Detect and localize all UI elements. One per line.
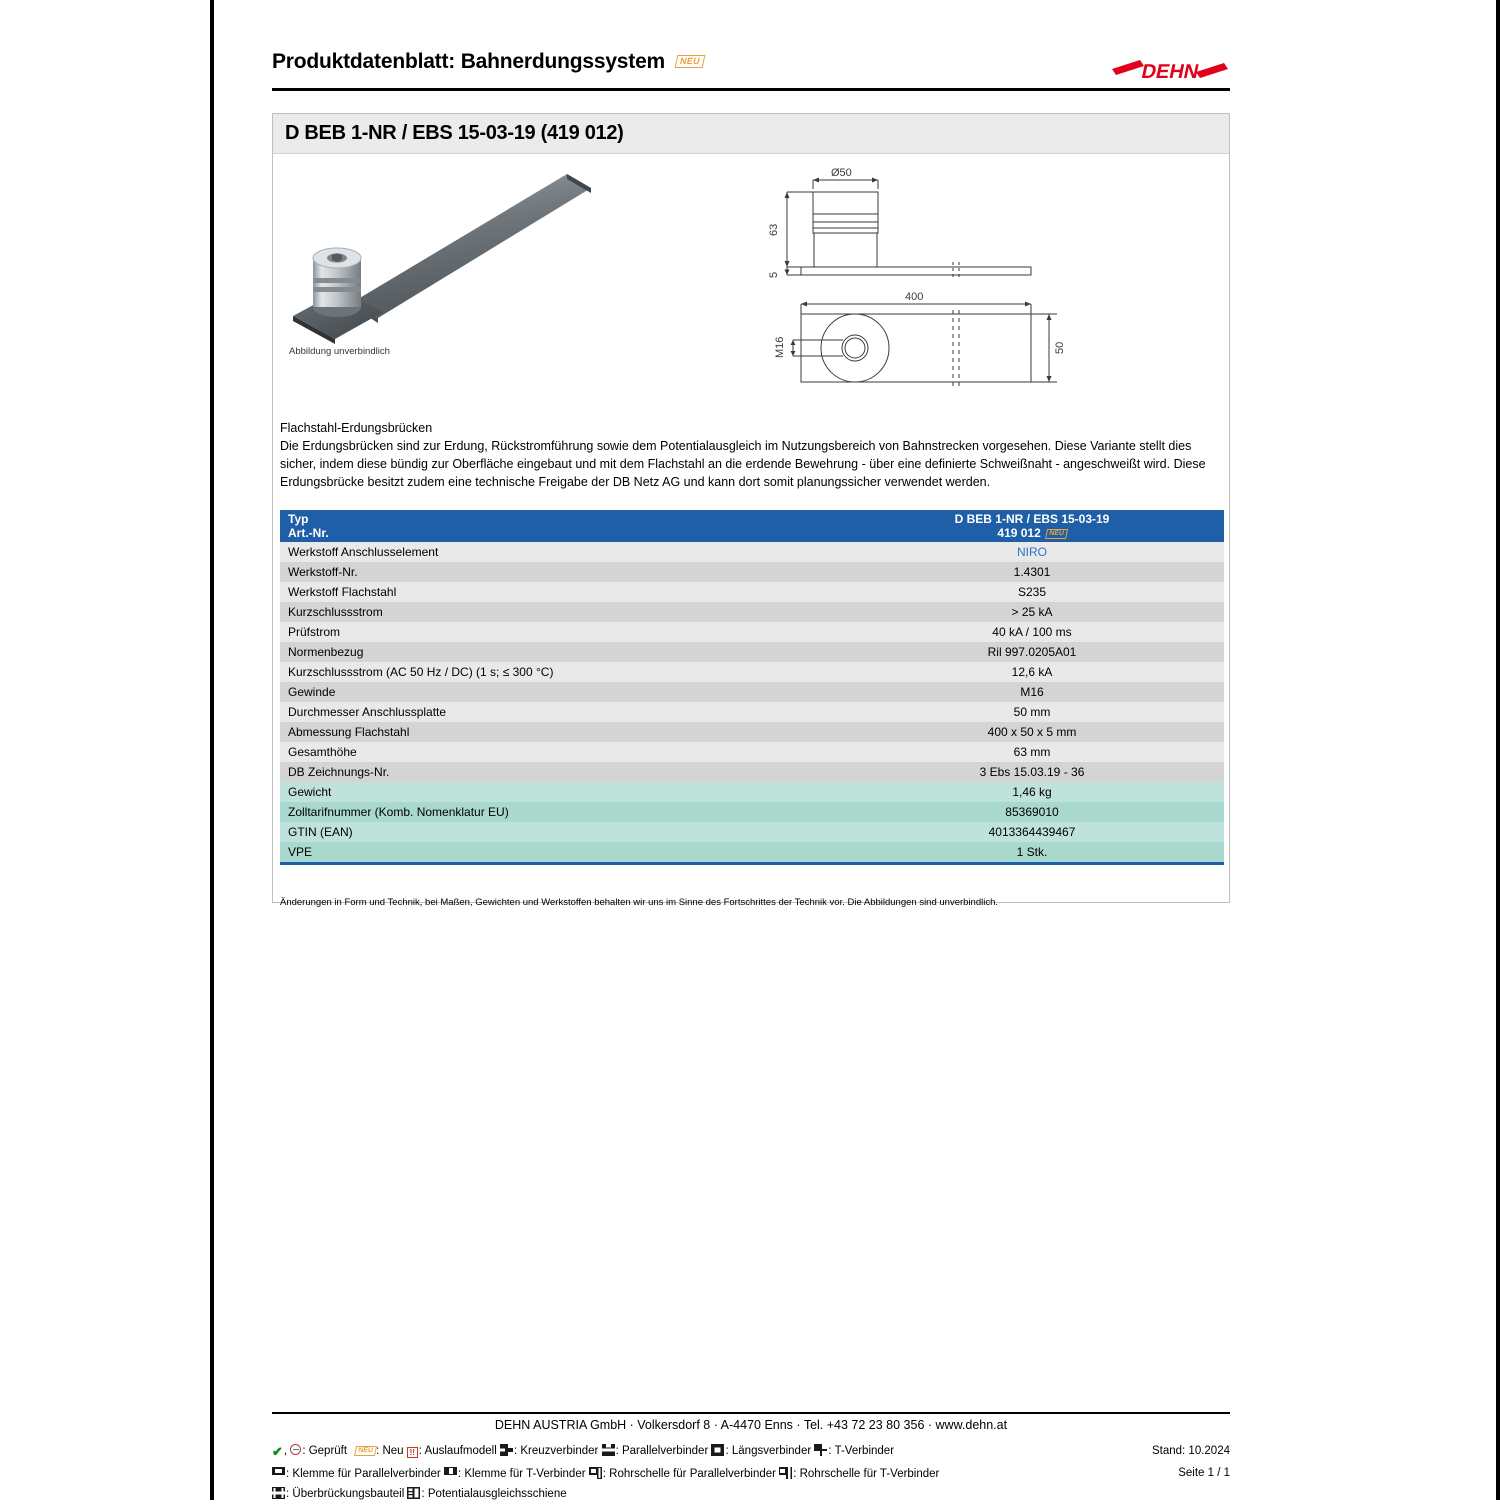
spec-key: Werkstoff-Nr.: [280, 562, 840, 582]
table-row: [280, 762, 1224, 782]
check-icon: ✔: [272, 1444, 283, 1459]
legend-t-verbinder: T-Verbinder: [834, 1445, 895, 1457]
legend-colon-3: :: [418, 1445, 422, 1457]
bridging-component-icon: [272, 1487, 285, 1499]
svg-text:DEHN: DEHN: [1139, 61, 1201, 83]
clamp-t-icon: [444, 1467, 457, 1479]
header-value-line2: 419 012: [997, 526, 1041, 540]
spec-value: 12,6 kA: [840, 662, 1224, 682]
pipe-clamp-t-icon: [779, 1467, 792, 1479]
neu-badge-icon: NEU: [675, 55, 706, 68]
legend-colon-2: :: [376, 1445, 380, 1457]
drawing-dim-diameter: Ø50: [831, 167, 852, 179]
legend-colon-12: :: [286, 1487, 290, 1500]
table-header-row: [280, 510, 1224, 542]
header-value-cell: [840, 510, 1224, 542]
header-value-line1: D BEB 1-NR / EBS 15-03-19: [954, 512, 1110, 526]
header-key-line2: Art.-Nr.: [288, 526, 329, 540]
table-row: [280, 662, 1224, 682]
legend-colon-5: :: [615, 1445, 619, 1457]
table-row: [280, 642, 1224, 662]
legend-rohrschelle-parallel: Rohrschelle für Parallelverbinder: [609, 1467, 776, 1480]
table-row: [280, 602, 1224, 622]
legend-colon-11: :: [793, 1467, 797, 1480]
spec-key: Kurzschlussstrom (AC 50 Hz / DC) (1 s; ≤ 300 °C): [280, 662, 840, 682]
table-row: [280, 802, 1224, 822]
spec-value: 1.4301: [840, 562, 1224, 582]
table-row: [280, 562, 1224, 582]
legend-colon-7: :: [828, 1445, 832, 1457]
spec-key: Durchmesser Anschlussplatte: [280, 702, 840, 722]
header-divider: [272, 88, 1230, 91]
legend-ueberbrueckung: Überbrückungsbauteil: [292, 1487, 405, 1500]
table-row: [280, 782, 1224, 802]
spec-key: Prüfstrom: [280, 622, 840, 642]
spec-value: 400 x 50 x 5 mm: [840, 722, 1224, 742]
technical-drawing: [763, 162, 1083, 402]
pipe-clamp-parallel-icon: [589, 1467, 602, 1479]
neu-badge-icon-table: NEU: [1045, 529, 1068, 539]
spec-key: DB Zeichnungs-Nr.: [280, 762, 840, 782]
legend-colon-4: :: [513, 1445, 518, 1457]
spec-value: Ril 997.0205A01: [840, 642, 1224, 662]
table-row: [280, 842, 1224, 862]
spec-value: 4013364439467: [840, 822, 1224, 842]
table-disclaimer: Änderungen in Form und Technik, bei Maßen, Gewichten und Werkstoffen behalten wir uns im Sinne des Fortschrittes der Technik vor. Die Abbildungen sind unverbindlich.: [280, 897, 999, 908]
legend-colon-8: :: [286, 1467, 290, 1480]
legend-kreuzverbinder: Kreuzverbinder: [520, 1445, 599, 1457]
page-footer: [272, 1418, 1230, 1504]
drawing-dim-thickness: 5: [768, 271, 780, 278]
media-row: [273, 154, 1229, 422]
spec-key: Normenbezug: [280, 642, 840, 662]
legend-laengsverbinder: Längsverbinder: [731, 1445, 812, 1457]
neu-badge-icon-legend: NEU: [354, 1446, 377, 1456]
legend-colon-9: :: [457, 1467, 462, 1480]
table-row: [280, 542, 1224, 562]
longitudinal-connector-icon: [711, 1444, 724, 1456]
photo-caption: Abbildung unverbindlich: [289, 346, 390, 357]
equipotential-busbar-icon: [407, 1487, 420, 1499]
header-key-line1: Typ: [288, 512, 309, 526]
legend-colon-10: :: [602, 1467, 606, 1480]
spec-value: 1,46 kg: [840, 782, 1224, 802]
spec-value: 3 Ebs 15.03.19 - 36: [840, 762, 1224, 782]
product-photo: [279, 166, 609, 357]
spec-value: 85369010: [840, 802, 1224, 822]
spec-value: 50 mm: [840, 702, 1224, 722]
spec-key: VPE: [280, 842, 840, 862]
table-row: [280, 702, 1224, 722]
header-key-cell: [280, 510, 840, 542]
parallel-connector-icon: [602, 1444, 615, 1456]
spec-value: > 25 kA: [840, 602, 1224, 622]
description-body: Die Erdungsbrücken sind zur Erdung, Rückstromführung sowie dem Potentialausgleich im Nutzungsbereich von Bahnstrecken vorgesehen. Diese Variante stellt dies sicher, indem diese bündig zur Oberfläche eingebaut und mit dem Flachstahl an die erdende Bewehrung - über eine definierte Schweißnaht - angeschweißt wird. Diese Erdungsbrücke besitzt zudem eine technische Freigabe der DB Netz AG und kann dort somit planungssicher verwendet werden.: [280, 439, 1206, 490]
legend-colon-13: :: [421, 1487, 425, 1500]
table-row: [280, 682, 1224, 702]
spec-key: GTIN (EAN): [280, 822, 840, 842]
spec-key: Gewinde: [280, 682, 840, 702]
header-value-line2-wrap: [848, 526, 1216, 540]
circle-minus-icon: [290, 1444, 301, 1455]
drawing-dim-length: 400: [905, 291, 924, 303]
legend-line-2: [272, 1464, 1092, 1484]
table-row: [280, 582, 1224, 602]
product-title: D BEB 1-NR / EBS 15-03-19 (419 012): [285, 122, 624, 144]
spec-key: Werkstoff Flachstahl: [280, 582, 840, 602]
legend-colon-6: :: [725, 1445, 729, 1457]
left-margin: [0, 0, 210, 1500]
spec-value: 63 mm: [840, 742, 1224, 762]
legend-potentialschiene: Potentialausgleichsschiene: [427, 1487, 567, 1500]
spec-key: Abmessung Flachstahl: [280, 722, 840, 742]
drawing-dim-thread: M16: [774, 336, 786, 358]
product-description: [280, 421, 1224, 491]
discontinued-icon: !!: [407, 1447, 418, 1458]
page-title: Produktdatenblatt: Bahnerdungssystem: [272, 50, 666, 73]
legend-comma: ,: [283, 1445, 288, 1457]
specification-table: [280, 510, 1224, 862]
footer-meta: [1152, 1440, 1230, 1485]
table-bottom-rule: [280, 862, 1224, 865]
spec-value: 40 kA / 100 ms: [840, 622, 1224, 642]
footer-divider: [272, 1412, 1230, 1414]
legend-parallelverbinder: Parallelverbinder: [621, 1445, 709, 1457]
table-row: [280, 822, 1224, 842]
spec-key: Werkstoff Anschlusselement: [280, 542, 840, 562]
cross-connector-icon: [500, 1444, 513, 1456]
dehn-logo: [1110, 52, 1230, 88]
spec-value: M16: [840, 682, 1224, 702]
legend-neu: Neu: [382, 1445, 404, 1457]
spec-value: S235: [840, 582, 1224, 602]
legend-line-1: [272, 1441, 1092, 1464]
drawing-dim-width: 50: [1054, 341, 1066, 354]
legend-klemme-parallel: Klemme für Parallelverbinder: [292, 1467, 441, 1480]
legend-klemme-t: Klemme für T-Verbinder: [464, 1467, 586, 1480]
t-connector-icon: [814, 1444, 827, 1456]
footer-page: Seite 1 / 1: [1178, 1467, 1230, 1480]
table-row: [280, 742, 1224, 762]
footer-stand: Stand: 10.2024: [1151, 1445, 1230, 1457]
legend-auslaufmodell: Auslaufmodell: [424, 1445, 497, 1457]
product-title-bar: [273, 114, 1229, 154]
spec-key: Kurzschlussstrom: [280, 602, 840, 622]
table-row: [280, 722, 1224, 742]
spec-key: Gesamthöhe: [280, 742, 840, 762]
spec-key: Zolltarifnummer (Komb. Nomenklatur EU): [280, 802, 840, 822]
spec-value: 1 Stk.: [840, 842, 1224, 862]
footer-company-line: DEHN AUSTRIA GmbH · Volkersdorf 8 · A-4470 Enns · Tel. +43 72 23 80 356 · www.dehn.at: [494, 1418, 1008, 1432]
footer-legend: [272, 1441, 1092, 1504]
legend-rohrschelle-t: Rohrschelle für T-Verbinder: [799, 1467, 940, 1480]
legend-colon-1: :: [302, 1445, 306, 1457]
description-heading: Flachstahl-Erdungsbrücken: [280, 421, 433, 435]
spec-value: NIRO: [840, 542, 1224, 562]
clamp-parallel-icon: [272, 1467, 285, 1479]
legend-geprueft: Geprüft: [308, 1445, 348, 1457]
product-panel: [272, 113, 1230, 908]
table-row: [280, 622, 1224, 642]
page-header: [272, 50, 1230, 90]
spec-key: Gewicht: [280, 782, 840, 802]
legend-line-3: [272, 1484, 1092, 1504]
drawing-dim-height: 63: [768, 223, 780, 236]
